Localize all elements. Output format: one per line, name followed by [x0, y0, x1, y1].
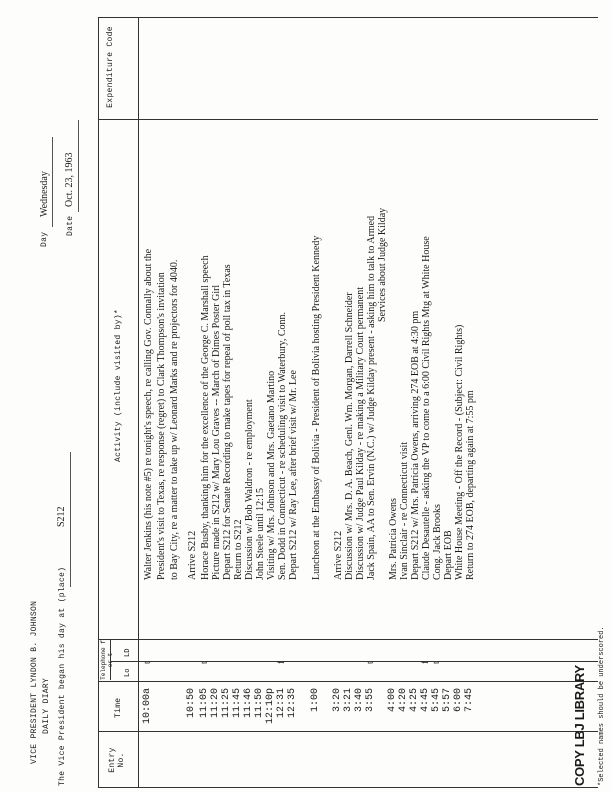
entry-time: 5:57 [442, 688, 453, 713]
entry-time: 11:05 [199, 688, 210, 719]
entry-time: 4:25 [409, 688, 420, 713]
entry-time: 11:25 [221, 688, 232, 719]
entry-activity-line: Depart EOB [443, 530, 454, 580]
entry-activity-line: Claude Desautelle - asking the VP to come to a 6:00 Civil Rights Mtg at White House [421, 236, 432, 580]
footnote: *Selected names should be underscored. [598, 626, 606, 786]
library-stamp: COPY LBJ LIBRARY [572, 665, 587, 786]
entry-activity-line: Arrive S212 [333, 530, 344, 580]
telephone-header: Telephone f or t [100, 640, 114, 680]
date-value: Oct. 23, 1963 [64, 152, 75, 207]
entry-time: 3:21 [343, 688, 354, 713]
entry-time: 11:20 [210, 688, 221, 719]
entry-activity-line: John Steele until 12:15 [255, 488, 266, 580]
expenditure-header: Expenditure Code [106, 26, 115, 108]
entry-activity-line: Discussion w/ Bob Waldron - re employment [244, 399, 255, 580]
entry-time: 10:00a [142, 688, 153, 725]
entry-activity-line: Sen. Dodd in Connecticut - re scheduling visit to Waterbury, Conn. [277, 311, 288, 580]
entry-time: 4:20 [398, 688, 409, 713]
date-label: Date [66, 215, 75, 236]
entry-time: 11:45 [232, 688, 243, 719]
entry-time: 4:00 [387, 688, 398, 713]
entry-activity-line: President's visit to Texas, re response (regret) to Clark Thompson's invitation [156, 272, 167, 580]
day-label: Day [40, 231, 49, 247]
entry-time: 7:45 [464, 688, 475, 713]
entry-activity-line: White House Meeting - Off the Record - (Subject: Civil Rights) [454, 324, 465, 580]
entry-time: 12:10p [265, 688, 276, 725]
entry-activity-line: Depart S212 w/ Ray Lee, after brief visit w/ Mr. Lee [288, 370, 299, 580]
entry-activity-line: Visiting w/ Mrs. Johnson and Mrs. Gaetano Martino [266, 370, 277, 580]
entry-time: 3:40 [354, 688, 365, 713]
lo-header: Lo [124, 668, 132, 677]
entry-time: 11:46 [243, 688, 254, 719]
entry-activity-line: Picture made in S212 w/ Mary Lou Graves -- March of Dimes Poster Girl [211, 284, 222, 580]
entry-activity-line: Return to S212 [233, 519, 244, 580]
telephone-mark: t [431, 661, 441, 664]
entry-activity-line: Arrive S212 [187, 530, 198, 580]
entry-time: 6:00 [453, 688, 464, 713]
entry-time: 11:50 [254, 688, 265, 719]
entry-activity-line: Luncheon at the Embassy of Bolivia - President of Bolivia hosting President Kennedy [311, 235, 322, 580]
began-day-label: The Vice President began his day at (place) [58, 566, 67, 786]
entry-time: 3:55 [365, 688, 376, 713]
entry-no-header: Entry No. [108, 747, 126, 773]
activity-header: Activity (include visited by)* [114, 308, 123, 462]
entry-time: 12:35 [287, 688, 298, 719]
document-subtitle: DAILY DIARY [42, 677, 51, 734]
entry-activity-line: Ivan Sinclair - re Connecticut visit [399, 441, 410, 580]
day-value: Wednesday [39, 171, 50, 217]
entry-activity-line: Services about Judge Kilday [377, 207, 388, 322]
entry-activity-line: Discussion w/ Judge Paul Kilday - re making a Military Court permanent [355, 286, 366, 580]
entry-activity-line: Return to 274 EOB, departing again at 7:55 pm [465, 390, 476, 580]
entry-activity-line: Walter Jenkins (his note #5) re tonight's speech, re calling Gov. Connally about the [143, 248, 154, 580]
entry-activity-line: Jack Spain, AA to Sen. Ervin (N.C.) w/ Judge Kilday present - asking him to talk to Armed [366, 215, 377, 580]
time-header: Time [114, 697, 123, 718]
telephone-mark: t [142, 661, 152, 664]
entry-activity-line: Cong. Jack Brooks [432, 504, 443, 580]
entry-activity-line: Depart S212 for Senate Recording to make tapes for repeal of poll tax in Texas [222, 264, 233, 580]
ld-header: LD [124, 648, 132, 657]
entry-time: 4:45 [420, 688, 431, 713]
entry-activity-line: to Bay City, re a matter to take up w/ Leonard Marks and re projectors for 4040. [169, 259, 180, 580]
document-title: VICE PRESIDENT LYNDON B. JOHNSON [30, 600, 39, 764]
telephone-mark: t [199, 661, 209, 664]
place-value: S212 [56, 506, 67, 527]
entry-activity-line: Mrs. Patricia Owens [388, 498, 399, 580]
entry-activity-line: Horace Busby, thanking him for the excellence of the George C. Marshall speech [200, 255, 211, 580]
entry-time: 10:50 [186, 688, 197, 719]
entry-activity-line: Discussion w/ Mrs. D. A. Beach, Genl. Wm. Morgan, Darrell Schneider [344, 292, 355, 580]
entry-activity-line: Depart S212 w/ Mrs. Patricia Owens, arriving 274 EOB at 4:30 pm [410, 310, 421, 580]
telephone-mark: f [276, 661, 286, 664]
telephone-mark: f [420, 661, 430, 664]
telephone-mark: t [365, 661, 375, 664]
entry-time: 12:31 [276, 688, 287, 719]
entry-time: 3:20 [332, 688, 343, 713]
entry-time: 1:00 [310, 688, 321, 713]
entry-time: 5:45 [431, 688, 442, 713]
